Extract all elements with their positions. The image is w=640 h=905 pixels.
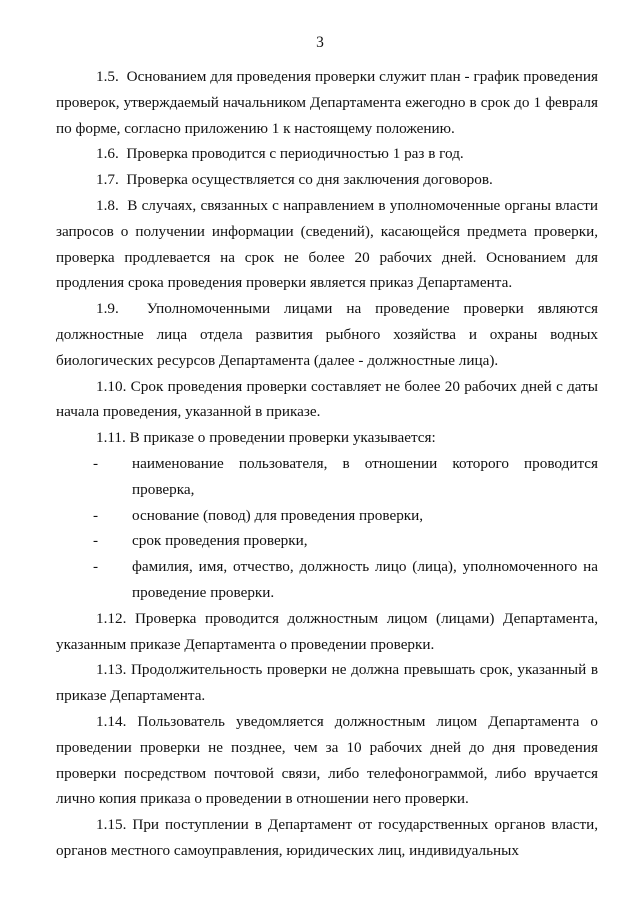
list-item-text: основание (повод) для проведения проверки, [132, 506, 424, 524]
list-dash: - [93, 506, 99, 524]
paragraph-1-10: 1.10. Срок проведения проверки составляет не более 20 рабочих дней с даты начала проведения, указанной в приказе. [56, 377, 598, 421]
list-item [56, 554, 598, 606]
paragraph-1-6: 1.6. Проверка проводится с периодичностью 1 раз в год. [96, 145, 464, 163]
paragraph-1-11: 1.11. В приказе о проведении проверки указывается: [96, 429, 436, 447]
list-item-text: наименование пользователя, в отношении которого проводится проверка, [132, 454, 598, 498]
list-item [56, 528, 598, 554]
paragraph-1-5: 1.5. Основанием для проведения проверки служит план - график проведения проверок, утверждаемый начальником Департамента ежегодно в срок до 1 февраля по форме, согласно приложению 1 к настоящему положению. [56, 68, 598, 137]
list-item [56, 451, 598, 503]
order-contents-list [56, 451, 598, 606]
list-item-text: фамилия, имя, отчество, должность лицо (лица), уполномоченного на проведение проверки. [132, 558, 598, 601]
document-body [56, 64, 598, 864]
list-dash: - [93, 558, 99, 576]
list-dash: - [93, 532, 99, 550]
paragraph-1-8: 1.8. В случаях, связанных с направлением в уполномоченные органы власти запросов о получении информации (сведений), касающейся предмета проверки, проверка продлевается на срок не более 20 рабочих дней. Основанием для продления срока проведения проверки является приказ Департамента. [56, 196, 598, 292]
paragraph-1-13: 1.13. Продолжительность проверки не должна превышать срок, указанный в приказе Департамента. [56, 661, 598, 705]
list-item [56, 503, 598, 529]
list-item-text: срок проведения проверки, [132, 532, 308, 550]
paragraph-1-9: 1.9. Уполномоченными лицами на проведение проверки являются должностные лица отдела развития рыбного хозяйства и охраны водных биологических ресурсов Департамента (далее - должностные лица). [56, 300, 598, 369]
page-number: 3 [316, 34, 324, 51]
paragraph-1-7: 1.7. Проверка осуществляется со дня заключения договоров. [96, 171, 493, 189]
paragraph-1-12: 1.12. Проверка проводится должностным лицом (лицами) Департамента, указанным приказе Департамента о проведении проверки. [56, 609, 598, 653]
list-dash: - [93, 454, 99, 472]
paragraph-1-15: 1.15. При поступлении в Департамент от государственных органов власти, органов местного самоуправления, юридических лиц, индивидуальных [56, 816, 598, 859]
paragraph-1-14: 1.14. Пользователь уведомляется должностным лицом Департамента о проведении проверки не позднее, чем за 10 рабочих дней до дня проведения проверки посредством почтовой связи, либо телефонограммой, либо вручается лично копия приказа о проведении в отношении него проверки. [56, 712, 598, 808]
